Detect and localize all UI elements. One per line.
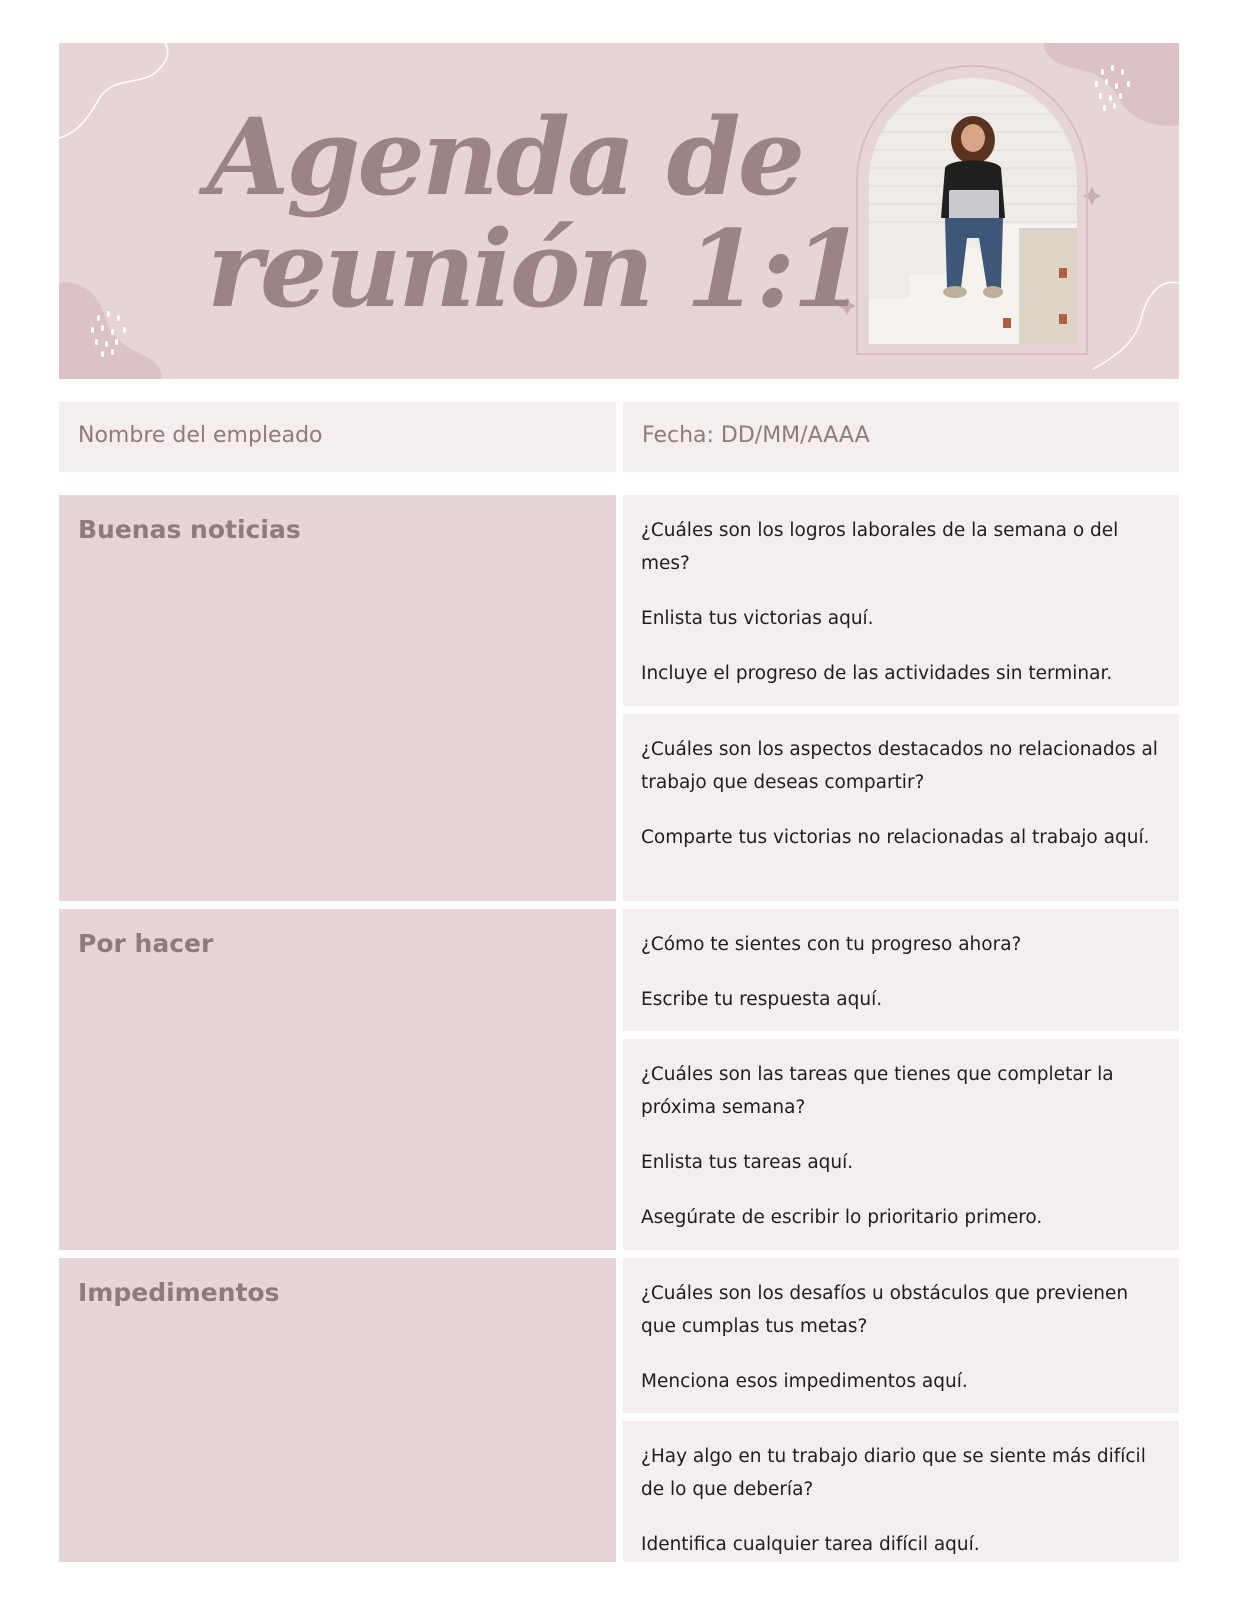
prompt-box[interactable] [623,1039,1179,1250]
prompt-note: Incluye el progreso de las actividades sin terminar. [641,663,1113,684]
prompt-note: Comparte tus victorias no relacionadas al trabajo aquí. [641,827,1150,848]
prompt-note: Identifica cualquier tarea difícil aquí. [641,1534,980,1555]
prompt-box[interactable] [623,495,1179,706]
prompt-note: Escribe tu respuesta aquí. [641,989,883,1010]
woman-with-laptop-photo [869,78,1077,344]
date-field[interactable] [623,402,1179,472]
prompt-question: ¿Cuáles son los desafíos u obstáculos que previenen que cumplas tus metas? [641,1283,1129,1337]
prompt-question: ¿Cómo te sientes con tu progreso ahora? [641,934,1022,955]
prompt-note: Asegúrate de escribir lo prioritario primero. [641,1207,1043,1228]
page-title [207,94,863,331]
prompt-note: Enlista tus victorias aquí. [641,608,874,629]
section-title: Impedimentos [78,1278,280,1307]
section-title: Por hacer [78,929,214,958]
prompt-box[interactable] [623,1421,1179,1562]
section-buenas-noticias[interactable] [59,495,616,901]
employee-name-label: Nombre del empleado [78,423,323,448]
prompt-note: Enlista tus tareas aquí. [641,1152,854,1173]
section-impedimentos[interactable] [59,1258,616,1562]
prompt-note: Menciona esos impedimentos aquí. [641,1371,968,1392]
prompt-box[interactable] [623,1258,1179,1413]
prompt-box[interactable] [623,909,1179,1031]
header-banner [59,43,1179,379]
prompt-question: ¿Cuáles son los aspectos destacados no relacionados al trabajo que deseas compartir? [641,739,1158,793]
prompt-question: ¿Cuáles son los logros laborales de la semana o del mes? [641,520,1119,574]
title-line-1: Agenda de [207,94,803,219]
title-line-2: reunión 1:1 [207,206,863,331]
employee-name-field[interactable] [59,402,616,472]
prompt-box[interactable] [623,714,1179,901]
section-title: Buenas noticias [78,515,301,544]
prompt-question: ¿Cuáles son las tareas que tienes que completar la próxima semana? [641,1064,1114,1118]
prompt-question: ¿Hay algo en tu trabajo diario que se siente más difícil de lo que debería? [641,1446,1146,1500]
section-por-hacer[interactable] [59,909,616,1250]
date-label: Fecha: DD/MM/AAAA [642,423,870,448]
